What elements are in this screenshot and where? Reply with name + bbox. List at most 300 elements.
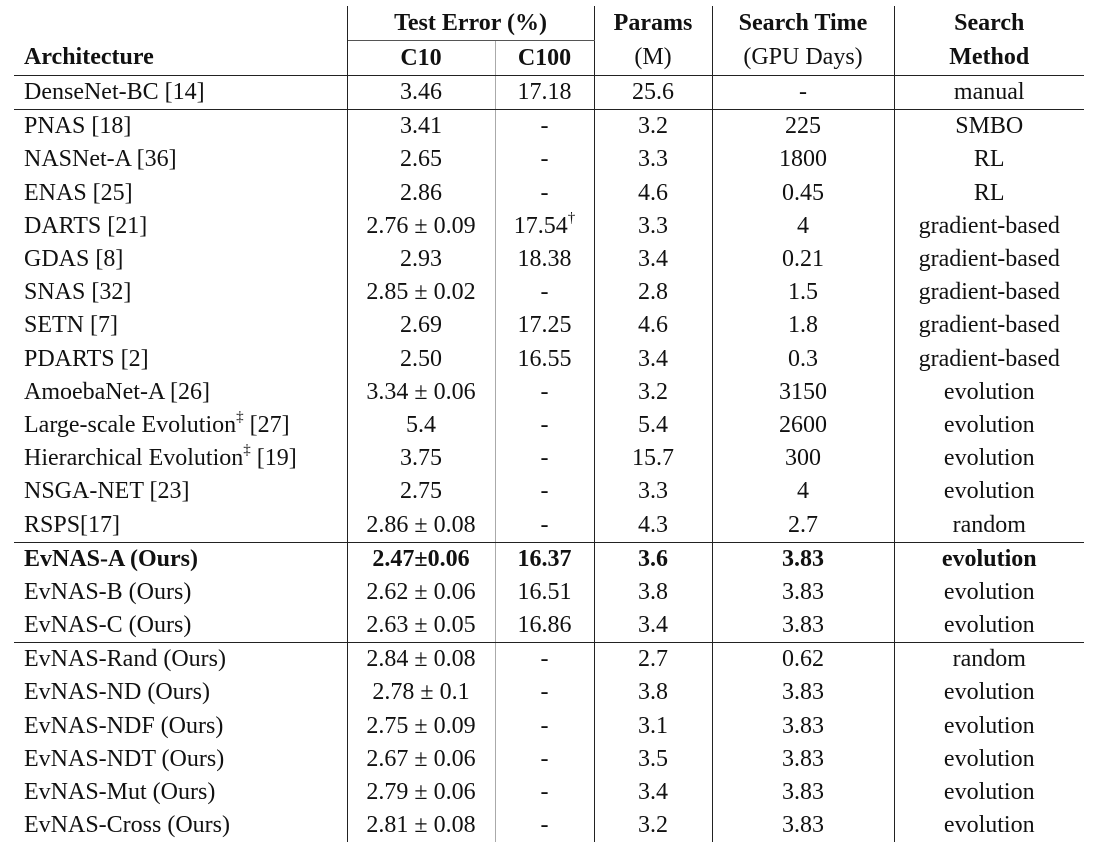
table-row: [14, 309, 1084, 342]
cell-c100-error: [495, 609, 594, 643]
cell-search-time: [712, 343, 894, 376]
cell-search-time-text: 1.8: [788, 312, 818, 339]
cell-params-text: 15.7: [632, 445, 674, 472]
cell-params-text: 3.3: [638, 478, 668, 505]
cell-search-time-text: 3150: [779, 378, 827, 405]
cell-c10-error: [347, 710, 495, 743]
cell-c10-error: [347, 309, 495, 342]
cell-params-text: 4.3: [638, 511, 668, 538]
cell-c10-error: [347, 376, 495, 409]
cell-search-time: [712, 542, 894, 576]
cell-architecture: [14, 110, 347, 144]
cell-c100-error: [495, 442, 594, 475]
cell-search-time: [712, 609, 894, 643]
cell-c100-error-footnote-mark: †: [567, 209, 576, 226]
cell-c10-error-text: 2.86: [400, 179, 442, 206]
cell-search-time: [712, 776, 894, 809]
cell-search-time: [712, 508, 894, 542]
cell-search-method-text: evolution: [943, 478, 1035, 505]
cell-search-time-text: 2600: [779, 411, 827, 438]
cell-search-time: [712, 243, 894, 276]
cell-search-time-text: 0.62: [782, 646, 824, 673]
cell-search-time: [712, 743, 894, 776]
cell-c10-error-text: 2.81 ± 0.08: [366, 812, 476, 839]
cell-params-text: 3.2: [638, 113, 668, 140]
cell-architecture: [14, 309, 347, 342]
cell-architecture: [14, 442, 347, 475]
table-row: [14, 643, 1084, 677]
cell-c10-error: [347, 442, 495, 475]
cell-c10-error: [347, 609, 495, 643]
cell-c100-error: [495, 177, 594, 210]
cell-params-text: 3.4: [638, 779, 668, 806]
cell-architecture: [14, 576, 347, 609]
table-row: [14, 143, 1084, 176]
cell-c100-error: [495, 76, 594, 110]
cell-c10-error: [347, 542, 495, 576]
cell-c100-error: [495, 343, 594, 376]
cell-params: [594, 110, 712, 144]
cell-c10-error-text: 5.4: [406, 411, 436, 438]
cell-params-text: 4.6: [638, 179, 668, 206]
cell-c100-error-text: -: [540, 146, 549, 173]
cell-architecture: [14, 643, 347, 677]
cell-c10-error: [347, 177, 495, 210]
cell-params: [594, 76, 712, 110]
cell-c100-error-text: -: [540, 679, 549, 706]
cell-search-time: [712, 276, 894, 309]
cell-c100-error: [495, 143, 594, 176]
results-table: [14, 6, 1084, 842]
cell-search-time-text: -: [799, 79, 807, 106]
cell-search-method-text: gradient-based: [918, 212, 1060, 239]
cell-c10-error: [347, 76, 495, 110]
cell-search-method: [894, 809, 1084, 842]
cell-search-method-text: SMBO: [955, 113, 1024, 140]
cell-search-method-text: random: [952, 511, 1026, 538]
cell-architecture-text: GDAS [8]: [24, 246, 124, 273]
cell-search-method: [894, 243, 1084, 276]
table-row: [14, 210, 1084, 243]
header-architecture: Architecture: [14, 41, 347, 76]
cell-params: [594, 743, 712, 776]
cell-c100-error: [495, 542, 594, 576]
cell-search-time-text: 3.83: [782, 679, 824, 706]
cell-c100-error: [495, 710, 594, 743]
cell-search-time: [712, 710, 894, 743]
cell-c10-error-text: 2.63 ± 0.05: [366, 612, 476, 639]
cell-params: [594, 409, 712, 442]
cell-params: [594, 475, 712, 508]
table-row: [14, 343, 1084, 376]
cell-architecture-text: EvNAS-ND (Ours): [24, 679, 210, 706]
cell-c100-error: [495, 210, 594, 243]
cell-params: [594, 809, 712, 842]
cell-architecture-text: Hierarchical Evolution: [24, 445, 244, 472]
cell-c10-error-text: 3.41: [400, 113, 442, 140]
cell-search-method: [894, 442, 1084, 475]
table-row: [14, 276, 1084, 309]
cell-search-time-text: 0.21: [782, 246, 824, 273]
cell-search-method-text: evolution: [943, 578, 1035, 605]
cell-search-time: [712, 177, 894, 210]
cell-search-method: [894, 776, 1084, 809]
cell-c10-error: [347, 143, 495, 176]
table-body: [14, 76, 1084, 843]
cell-params-text: 25.6: [632, 79, 674, 106]
cell-architecture-text: DenseNet-BC [14]: [24, 79, 205, 106]
cell-c10-error: [347, 743, 495, 776]
cell-c100-error: [495, 110, 594, 144]
cell-architecture-text: NSGA-NET [23]: [24, 478, 190, 505]
cell-c10-error: [347, 576, 495, 609]
cell-c100-error: [495, 475, 594, 508]
cell-params-text: 3.2: [638, 812, 668, 839]
cell-architecture-text: EvNAS-Rand (Ours): [24, 646, 226, 673]
cell-c10-error-text: 2.78 ± 0.1: [372, 679, 470, 706]
cell-search-method-text: gradient-based: [918, 279, 1060, 306]
cell-params-text: 3.3: [638, 146, 668, 173]
cell-params-text: 3.5: [638, 745, 668, 772]
cell-c10-error: [347, 210, 495, 243]
cell-params: [594, 243, 712, 276]
cell-c10-error-text: 3.75: [400, 445, 442, 472]
cell-c100-error: [495, 743, 594, 776]
cell-architecture: [14, 809, 347, 842]
cell-c100-error-text: -: [540, 779, 549, 806]
cell-search-method: [894, 508, 1084, 542]
cell-search-method-text: gradient-based: [918, 312, 1060, 339]
cell-c10-error: [347, 643, 495, 677]
cell-architecture-text: DARTS [21]: [24, 212, 148, 239]
cell-c10-error: [347, 809, 495, 842]
cell-c100-error-text: -: [540, 745, 549, 772]
cell-c10-error-text: 2.76 ± 0.09: [366, 212, 476, 239]
cell-c100-error: [495, 276, 594, 309]
cell-architecture-footnote-mark: ‡: [236, 408, 244, 425]
cell-c100-error: [495, 376, 594, 409]
cell-params: [594, 442, 712, 475]
cell-c10-error-text: 2.75 ± 0.09: [366, 712, 476, 739]
cell-architecture-text: SNAS [32]: [24, 279, 132, 306]
cell-c100-error: [495, 309, 594, 342]
cell-search-time-text: 4: [797, 212, 809, 239]
cell-search-time-text: 225: [785, 113, 821, 140]
cell-search-method-text: evolution: [941, 545, 1037, 572]
cell-search-time-text: 0.45: [782, 179, 824, 206]
cell-search-time: [712, 676, 894, 709]
cell-search-method-text: random: [952, 646, 1026, 673]
cell-params-text: 3.1: [638, 712, 668, 739]
cell-search-method-text: gradient-based: [918, 246, 1060, 273]
cell-search-time: [712, 110, 894, 144]
cell-search-time: [712, 76, 894, 110]
table-row: [14, 576, 1084, 609]
cell-architecture-text: PDARTS [2]: [24, 345, 149, 372]
cell-architecture-text: EvNAS-A (Ours): [24, 545, 199, 572]
cell-params-text: 3.4: [638, 345, 668, 372]
cell-c100-error-text: -: [540, 179, 549, 206]
cell-params: [594, 376, 712, 409]
cell-c100-error: [495, 643, 594, 677]
cell-c100-error-text: -: [540, 113, 549, 140]
cell-params: [594, 143, 712, 176]
cell-c100-error-text: 17.54: [513, 212, 568, 239]
cell-architecture: [14, 776, 347, 809]
cell-params: [594, 276, 712, 309]
cell-search-time-text: 3.83: [782, 812, 824, 839]
cell-architecture: [14, 475, 347, 508]
cell-search-time: [712, 809, 894, 842]
table-row: [14, 442, 1084, 475]
cell-search-method-text: evolution: [943, 411, 1035, 438]
cell-architecture-text: EvNAS-B (Ours): [24, 578, 192, 605]
cell-architecture: [14, 276, 347, 309]
cell-architecture-reference: [19]: [250, 445, 297, 472]
cell-search-method: [894, 143, 1084, 176]
cell-search-method: [894, 743, 1084, 776]
cell-c100-error-text: -: [540, 478, 549, 505]
cell-search-method: [894, 343, 1084, 376]
cell-search-method: [894, 177, 1084, 210]
cell-architecture: [14, 343, 347, 376]
cell-architecture: [14, 710, 347, 743]
cell-architecture: [14, 177, 347, 210]
cell-c10-error: [347, 776, 495, 809]
cell-search-time: [712, 309, 894, 342]
cell-params-text: 3.4: [638, 246, 668, 273]
cell-search-method-text: manual: [953, 79, 1025, 106]
cell-c100-error-text: -: [540, 378, 549, 405]
cell-architecture-text: RSPS[17]: [24, 511, 121, 538]
cell-search-time-text: 3.83: [782, 712, 824, 739]
cell-params-text: 3.8: [638, 578, 668, 605]
cell-c100-error-text: 16.51: [517, 578, 572, 605]
cell-c100-error-text: -: [540, 279, 549, 306]
cell-c10-error: [347, 676, 495, 709]
cell-search-time: [712, 475, 894, 508]
cell-c10-error-text: 2.69: [400, 312, 442, 339]
cell-c100-error: [495, 243, 594, 276]
cell-params: [594, 576, 712, 609]
cell-architecture: [14, 409, 347, 442]
cell-architecture: [14, 609, 347, 643]
cell-c10-error-text: 2.85 ± 0.02: [366, 279, 476, 306]
cell-c10-error-text: 3.34 ± 0.06: [366, 378, 476, 405]
cell-search-method-text: gradient-based: [918, 345, 1060, 372]
cell-search-method: [894, 475, 1084, 508]
cell-search-method-text: RL: [973, 179, 1005, 206]
cell-architecture-text: SETN [7]: [24, 312, 118, 339]
cell-c100-error-text: 16.55: [517, 345, 572, 372]
cell-architecture-text: AmoebaNet-A [26]: [24, 378, 210, 405]
cell-c10-error: [347, 475, 495, 508]
cell-search-time-text: 2.7: [788, 511, 818, 538]
header-spacer: [14, 6, 347, 41]
cell-c10-error-text: 2.65: [400, 146, 442, 173]
cell-architecture-reference: [27]: [243, 411, 290, 438]
cell-c10-error-text: 2.47±0.06: [372, 545, 470, 572]
table-row: [14, 542, 1084, 576]
cell-c100-error-text: -: [540, 411, 549, 438]
cell-architecture: [14, 243, 347, 276]
cell-params: [594, 343, 712, 376]
table-row: [14, 475, 1084, 508]
cell-params: [594, 710, 712, 743]
cell-params-text: 2.7: [638, 646, 668, 673]
cell-c10-error: [347, 409, 495, 442]
cell-c100-error-text: 17.18: [517, 79, 572, 106]
cell-search-method: [894, 409, 1084, 442]
cell-search-method-text: evolution: [943, 712, 1035, 739]
cell-search-method-text: evolution: [943, 679, 1035, 706]
cell-params-text: 3.3: [638, 212, 668, 239]
cell-search-time-text: 3.83: [782, 779, 824, 806]
cell-architecture-text: EvNAS-Cross (Ours): [24, 812, 230, 839]
header-search-time-unit: (GPU Days): [712, 41, 894, 76]
cell-params: [594, 309, 712, 342]
table-row: [14, 177, 1084, 210]
cell-c100-error-text: 18.38: [517, 246, 572, 273]
cell-search-time-text: 3.83: [782, 612, 824, 639]
cell-search-time: [712, 409, 894, 442]
cell-c10-error: [347, 110, 495, 144]
cell-search-time: [712, 210, 894, 243]
table-row: [14, 710, 1084, 743]
cell-architecture-text: EvNAS-NDF (Ours): [24, 712, 224, 739]
cell-c10-error-text: 2.84 ± 0.08: [366, 646, 476, 673]
cell-architecture-text: EvNAS-Mut (Ours): [24, 779, 216, 806]
cell-search-method: [894, 110, 1084, 144]
cell-architecture-text: NASNet-A [36]: [24, 146, 177, 173]
cell-search-time-text: 3.83: [782, 545, 824, 572]
table-row: [14, 676, 1084, 709]
table-header: [14, 6, 1084, 76]
cell-architecture-text: PNAS [18]: [24, 113, 132, 140]
cell-search-method: [894, 309, 1084, 342]
cell-architecture-text: Large-scale Evolution: [24, 411, 237, 438]
cell-architecture: [14, 76, 347, 110]
cell-c100-error-text: -: [540, 812, 549, 839]
cell-params: [594, 210, 712, 243]
cell-search-method: [894, 576, 1084, 609]
header-test-error: Test Error (%): [347, 6, 594, 41]
table-row: [14, 76, 1084, 110]
cell-search-method: [894, 609, 1084, 643]
cell-params-text: 3.6: [638, 545, 668, 572]
cell-architecture-text: ENAS [25]: [24, 179, 133, 206]
cell-c100-error-text: 16.37: [517, 545, 572, 572]
table-row: [14, 409, 1084, 442]
cell-architecture-text: EvNAS-C (Ours): [24, 612, 192, 639]
cell-c100-error: [495, 409, 594, 442]
cell-search-method-text: evolution: [943, 445, 1035, 472]
cell-params: [594, 542, 712, 576]
cell-search-time-text: 1.5: [788, 279, 818, 306]
cell-params-text: 5.4: [638, 411, 668, 438]
cell-params-text: 4.6: [638, 312, 668, 339]
cell-search-method-text: evolution: [943, 812, 1035, 839]
cell-search-time-text: 0.3: [788, 345, 818, 372]
cell-search-method: [894, 676, 1084, 709]
header-params-unit: (M): [594, 41, 712, 76]
table-row: [14, 809, 1084, 842]
cell-search-time-text: 1800: [779, 146, 827, 173]
cell-c10-error-text: 2.93: [400, 246, 442, 273]
cell-params: [594, 609, 712, 643]
cell-c100-error-text: 16.86: [517, 612, 572, 639]
cell-params-text: 3.4: [638, 612, 668, 639]
cell-architecture: [14, 143, 347, 176]
cell-params-text: 3.2: [638, 378, 668, 405]
cell-c100-error: [495, 576, 594, 609]
cell-c10-error: [347, 276, 495, 309]
cell-search-method: [894, 210, 1084, 243]
cell-search-time: [712, 376, 894, 409]
cell-c100-error: [495, 676, 594, 709]
cell-search-time-text: 300: [785, 445, 821, 472]
cell-params: [594, 177, 712, 210]
cell-c10-error-text: 2.50: [400, 345, 442, 372]
cell-search-time: [712, 442, 894, 475]
table-row: [14, 243, 1084, 276]
cell-architecture: [14, 210, 347, 243]
cell-search-time: [712, 643, 894, 677]
cell-architecture: [14, 743, 347, 776]
cell-c100-error-text: -: [540, 646, 549, 673]
table-row: [14, 376, 1084, 409]
cell-c100-error-text: -: [540, 712, 549, 739]
cell-search-time-text: 3.83: [782, 745, 824, 772]
header-search-method-line2: Method: [894, 41, 1084, 76]
cell-search-method: [894, 710, 1084, 743]
header-params: Params: [594, 6, 712, 41]
cell-architecture: [14, 508, 347, 542]
table-row: [14, 609, 1084, 643]
cell-search-method-text: evolution: [943, 612, 1035, 639]
cell-search-method-text: evolution: [943, 378, 1035, 405]
header-c100: C100: [495, 41, 594, 76]
cell-c100-error: [495, 508, 594, 542]
header-search-method-line1: Search: [954, 9, 1025, 36]
cell-search-method: [894, 542, 1084, 576]
cell-c100-error-text: -: [540, 445, 549, 472]
cell-c10-error-text: 2.75: [400, 478, 442, 505]
cell-architecture: [14, 542, 347, 576]
cell-params: [594, 776, 712, 809]
cell-architecture: [14, 676, 347, 709]
cell-c10-error-text: 3.46: [400, 79, 442, 106]
cell-params: [594, 643, 712, 677]
cell-search-time-text: 3.83: [782, 578, 824, 605]
cell-search-method: [894, 376, 1084, 409]
cell-c10-error: [347, 508, 495, 542]
cell-params: [594, 508, 712, 542]
cell-c100-error: [495, 776, 594, 809]
cell-search-method: [894, 276, 1084, 309]
cell-architecture-footnote-mark: ‡: [243, 442, 251, 459]
cell-architecture-text: EvNAS-NDT (Ours): [24, 745, 225, 772]
table-row: [14, 743, 1084, 776]
cell-c100-error-text: 17.25: [517, 312, 572, 339]
cell-search-method: [894, 643, 1084, 677]
header-search-time: Search Time: [712, 6, 894, 41]
cell-c10-error: [347, 343, 495, 376]
cell-c10-error: [347, 243, 495, 276]
cell-search-time: [712, 576, 894, 609]
cell-architecture: [14, 376, 347, 409]
cell-search-time-text: 4: [797, 478, 809, 505]
